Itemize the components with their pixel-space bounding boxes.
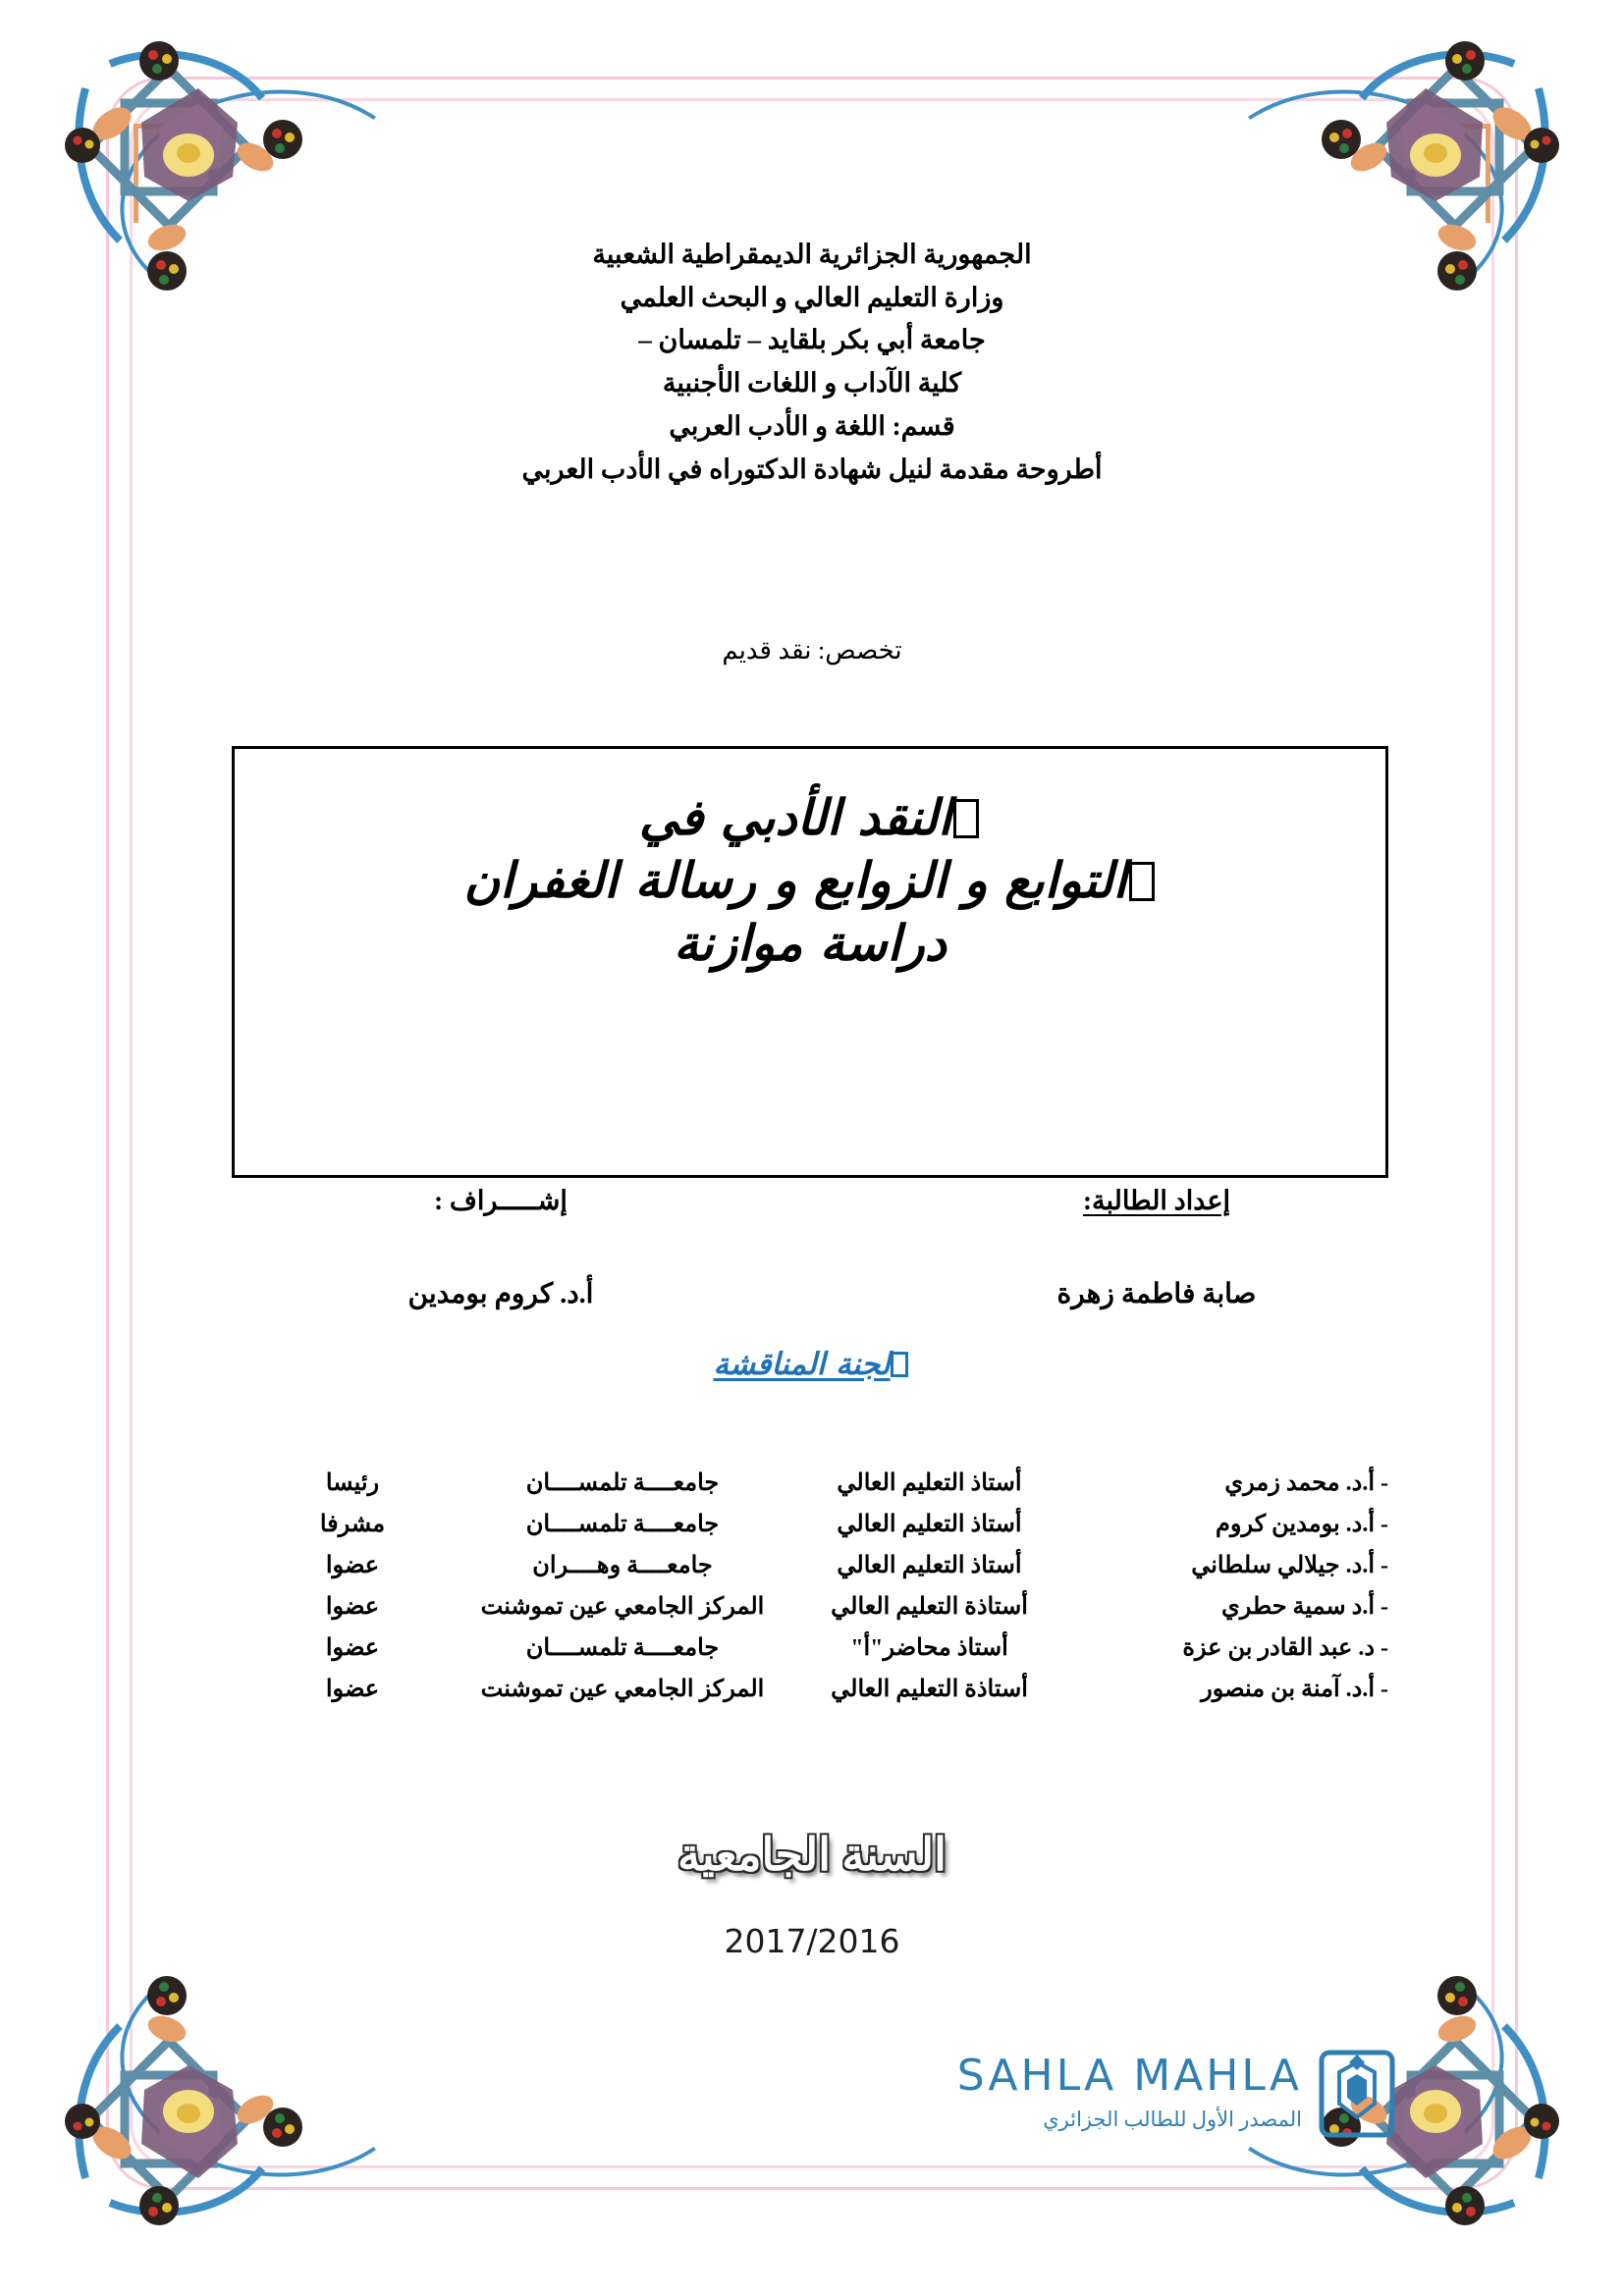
jury-member-name: - أ.د. بومدين كروم bbox=[1216, 1512, 1388, 1537]
title-line-2-text: التوابع و الزوابع و رسالة الغفران bbox=[463, 852, 1127, 909]
header-line-university: جامعة أبي بكر بلقايد – تلمسان – bbox=[638, 325, 986, 355]
jury-member-rank: أستاذ التعليم العالي bbox=[837, 1512, 1022, 1537]
jury-member-role: رئيسا bbox=[325, 1470, 380, 1496]
jury-member-role: مشرفا bbox=[319, 1512, 386, 1537]
header-line-department: قسم: اللغة و الأدب العربي bbox=[669, 410, 955, 441]
jury-member-rank: أستاذة التعليم العالي bbox=[831, 1677, 1028, 1702]
jury-member-name: - أ.د سمية حطري bbox=[1221, 1594, 1388, 1620]
title-line-1-text: النقد الأدبي في bbox=[638, 789, 952, 846]
watermark-logo bbox=[886, 2051, 1396, 2180]
watermark-brand: SAHLA MAHLA bbox=[956, 2051, 1302, 2101]
title-line-2 bbox=[235, 849, 1385, 912]
missing-glyph-box-icon bbox=[891, 1352, 908, 1377]
header-line-country: الجمهورية الجزائرية الديمقراطية الشعبية bbox=[592, 240, 1032, 269]
jury-member-institution: المركز الجامعي عين تموشنت bbox=[480, 1594, 765, 1620]
specialization-line: تخصص: نقد قديم bbox=[722, 636, 902, 665]
title-line-1 bbox=[235, 786, 1385, 849]
header-line-degree: أطروحة مقدمة لنيل شهادة الدكتوراه في الأدب العربي bbox=[521, 454, 1103, 484]
jury-member-rank: أستاذة التعليم العالي bbox=[831, 1594, 1028, 1620]
table-row bbox=[232, 1633, 1392, 1675]
thesis-title-box bbox=[232, 746, 1388, 1178]
student-block bbox=[921, 1186, 1392, 1310]
table-row bbox=[232, 1675, 1392, 1716]
jury-member-institution: جامعــــة تلمســــان bbox=[525, 1470, 720, 1496]
supervisor-name: أ.د. كروم بومدين bbox=[407, 1279, 594, 1309]
jury-member-name: - أ.د. آمنة بن منصور bbox=[1201, 1677, 1388, 1702]
jury-table bbox=[232, 1468, 1392, 1716]
missing-glyph-box-icon bbox=[1129, 862, 1155, 901]
jury-member-role: عضوا bbox=[325, 1677, 380, 1702]
header-line-ministry: وزارة التعليم العالي و البحث العلمي bbox=[620, 282, 1004, 312]
jury-member-name: - د. عبد القادر بن عزة bbox=[1182, 1635, 1388, 1661]
thesis-title bbox=[235, 786, 1385, 975]
jury-member-institution: جامعــــة تلمســــان bbox=[525, 1512, 720, 1537]
jury-member-institution: جامعــــة تلمســــان bbox=[525, 1635, 720, 1661]
student-name: صابة فاطمة زهرة bbox=[1056, 1279, 1257, 1309]
supervisor-label: إشـــــراف : bbox=[434, 1186, 568, 1215]
corner-ornament-bottom-left-icon bbox=[51, 1943, 346, 2237]
jury-member-role: عضوا bbox=[325, 1594, 380, 1620]
jury-heading-text: لجنة المناقشة bbox=[713, 1347, 891, 1382]
jury-member-name: - أ.د. محمد زمري bbox=[1224, 1470, 1388, 1496]
table-row bbox=[232, 1510, 1392, 1551]
title-line-3: دراسة موازنة bbox=[674, 915, 947, 972]
missing-glyph-box-icon bbox=[953, 799, 979, 838]
table-row bbox=[232, 1551, 1392, 1592]
table-row bbox=[232, 1592, 1392, 1633]
jury-member-institution: جامعــــة وهــــران bbox=[532, 1553, 713, 1578]
jury-heading bbox=[0, 1347, 1624, 1382]
table-row bbox=[232, 1468, 1392, 1510]
student-label: إعداد الطالبة: bbox=[1082, 1186, 1230, 1215]
jury-member-role: عضوا bbox=[325, 1635, 380, 1661]
header-line-faculty: كلية الآداب و اللغات الأجنبية bbox=[662, 368, 962, 399]
academic-year-value: 2017/2016 bbox=[724, 1922, 900, 1960]
jury-member-rank: أستاذ التعليم العالي bbox=[837, 1553, 1022, 1578]
sahla-mahla-mark-icon bbox=[1318, 2049, 1396, 2139]
supervisor-block bbox=[255, 1186, 746, 1310]
institution-header bbox=[0, 234, 1624, 491]
jury-member-rank: أستاذ التعليم العالي bbox=[837, 1470, 1022, 1496]
jury-member-rank: أستاذ محاضر"أ" bbox=[850, 1635, 1008, 1661]
academic-year-label: السنة الجامعية bbox=[677, 1830, 947, 1880]
watermark-tagline: المصدر الأول للطالب الجزائري bbox=[1043, 2108, 1302, 2131]
jury-member-institution: المركز الجامعي عين تموشنت bbox=[480, 1677, 765, 1702]
authorship-section bbox=[232, 1186, 1392, 1353]
jury-member-name: - أ.د. جيلالي سلطاني bbox=[1191, 1553, 1388, 1578]
jury-member-role: عضوا bbox=[325, 1553, 380, 1578]
